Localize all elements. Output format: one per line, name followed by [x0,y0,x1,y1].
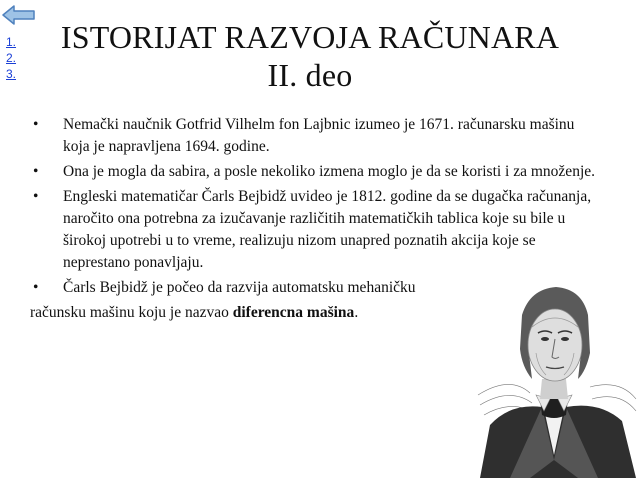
bullet-item [30,186,600,274]
bullet-text: Ona je mogla da sabira, a posle nekoliko izmena moglo je da se koristi i za množenje. [63,163,596,180]
bullet-dot: • [33,188,39,205]
portrait-face [528,309,582,381]
continuation-before: računsku mašinu koju je nazvao [30,304,233,321]
bullet-dot: • [33,163,39,180]
slide-title [30,18,590,94]
bullet-text: Engleski matematičar Čarls Bejbidž uvideo je 1812. godine da se dugačka računanja, naročito ona potrebna za izučavanje različitih matematičkih tablica koje su bile u širokoj upotrebi u to vreme, realizuju nizom unapred poznatih akcija koje se neprestano ponavljaju. [63,188,592,271]
bullet-dot: • [33,116,39,133]
nav-link-2[interactable]: 2. [6,51,17,65]
bullet-dot: • [33,279,39,296]
bullet-text: Čarls Bejbidž je počeo da razvija automatsku mehaničku [63,279,416,296]
title-line-2: II. deo [267,57,353,93]
bullet-list [30,114,600,299]
nav-link-3[interactable]: 3. [6,67,17,81]
slide-nav [6,34,16,82]
continuation-after: . [354,304,359,321]
emphasis-term: diferencna mašina [232,304,355,321]
bullet-text: Nemački naučnik Gotfrid Vilhelm fon Lajbnic izumeo je 1671. računarsku mašinu koja je napravljena 1694. godine. [63,116,575,155]
bullet-item [30,114,600,158]
title-line-1: ISTORIJAT RAZVOJA RAČUNARA [60,19,560,55]
bullet-item [30,161,600,183]
bullet-item [30,277,493,299]
portrait-engraving [470,275,638,478]
nav-link-1[interactable]: 1. [6,35,17,49]
